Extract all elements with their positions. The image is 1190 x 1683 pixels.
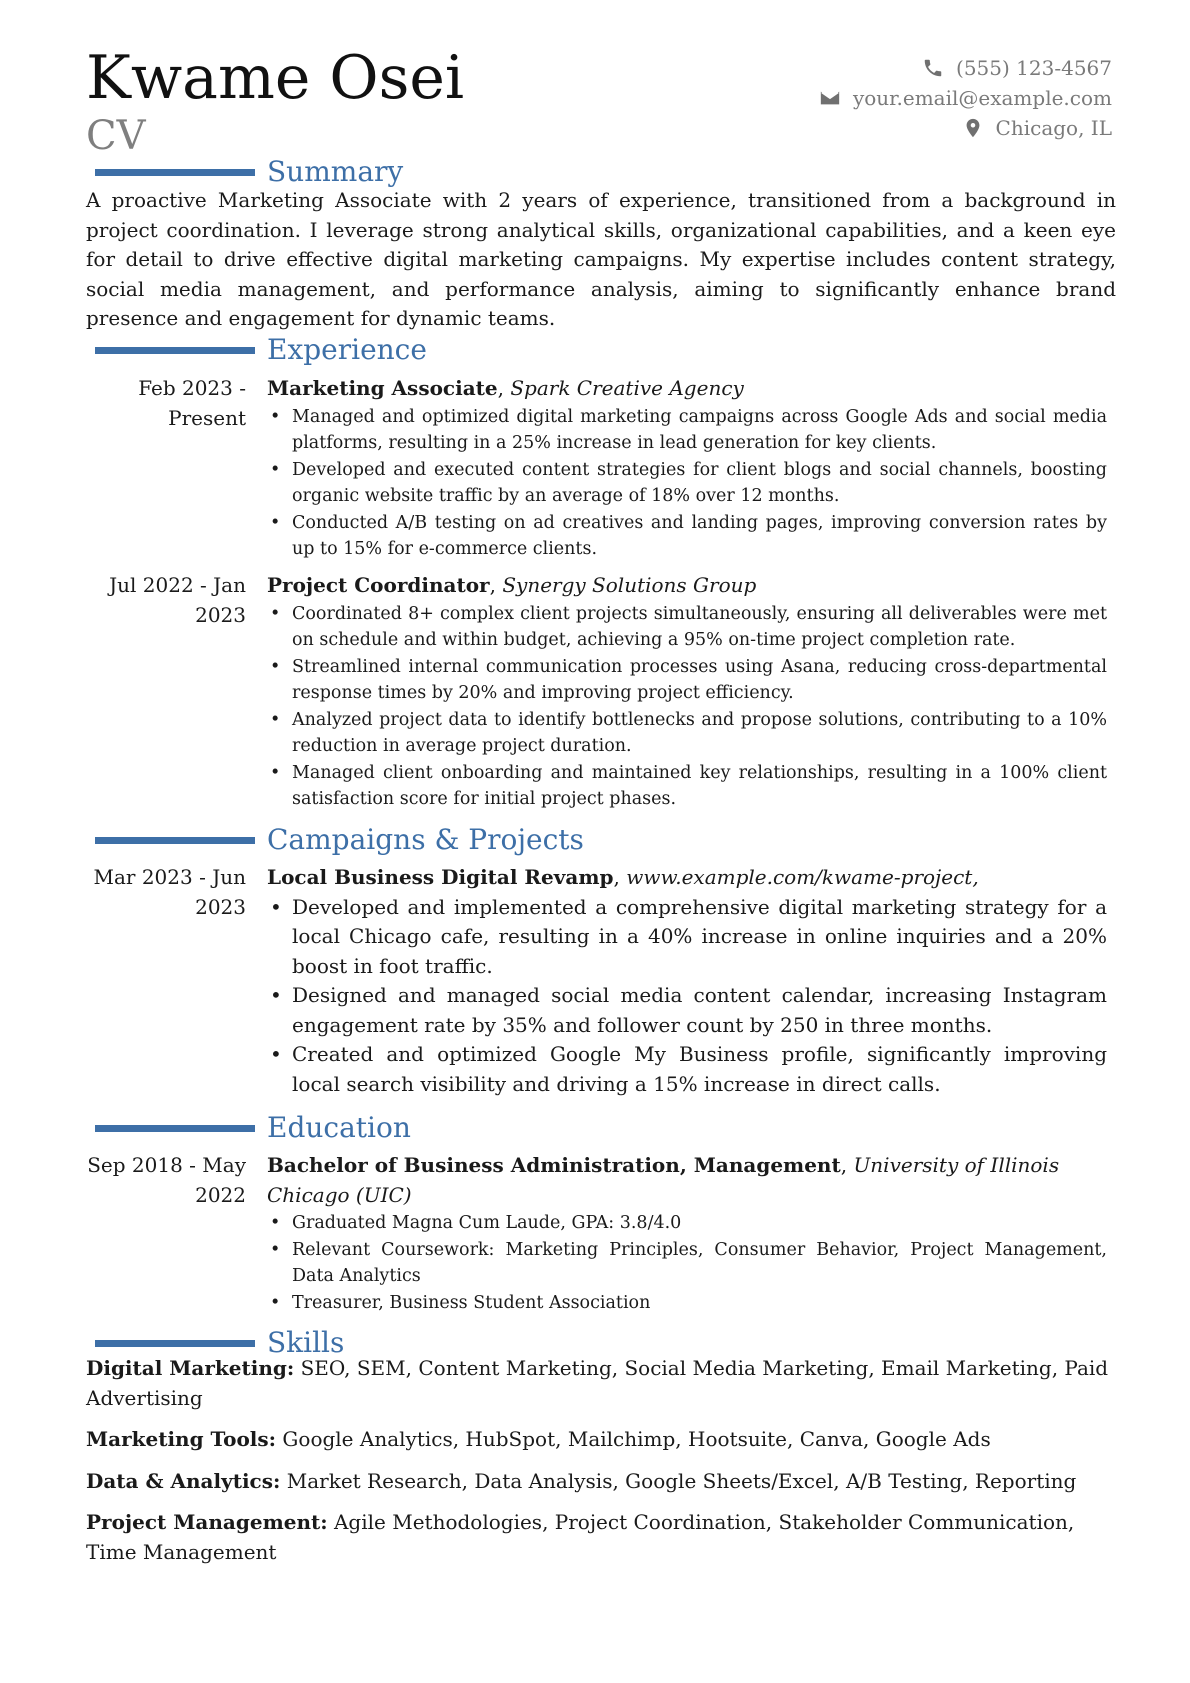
contact-block bbox=[819, 53, 1112, 143]
list-item: • Managed client onboarding and maintained key relationships, resulting in a 100% client satisfaction score for initial project phases. bbox=[267, 760, 1107, 813]
entry-date: Feb 2023 - Present bbox=[138, 376, 246, 430]
entry-bullets bbox=[267, 893, 1107, 1100]
entry-title: Marketing Associate, Spark Creative Agency bbox=[267, 376, 744, 400]
skill-value: Market Research, Data Analysis, Google Sheets/Excel, A/B Testing, Reporting bbox=[286, 1468, 1077, 1493]
entry-body bbox=[267, 374, 1107, 563]
envelope-icon bbox=[819, 87, 841, 109]
projects-section-head bbox=[0, 823, 1190, 857]
entry-title: Local Business Digital Revamp, www.example.com/kwame-project, bbox=[267, 865, 979, 889]
map-pin-icon bbox=[962, 117, 984, 139]
entry-bullets bbox=[267, 1210, 1107, 1316]
document-type: CV bbox=[86, 113, 146, 159]
entry-role: Project Coordinator bbox=[267, 573, 490, 597]
skill-value: Google Analytics, HubSpot, Mailchimp, Hootsuite, Canva, Google Ads bbox=[282, 1427, 991, 1451]
contact-email[interactable] bbox=[819, 83, 1112, 113]
section-title-projects: Campaigns & Projects bbox=[267, 823, 584, 856]
email-text: your.email@example.com bbox=[852, 86, 1112, 110]
skill-label: Marketing Tools: bbox=[86, 1427, 277, 1451]
entry-org: Spark Creative Agency bbox=[510, 376, 744, 400]
skill-value: Agile Methodologies, Project Coordination, Stakeholder Communication, Time Management bbox=[86, 1510, 1075, 1564]
skill-label: Digital Marketing: bbox=[86, 1356, 295, 1380]
entry-body bbox=[267, 571, 1107, 813]
contact-phone[interactable] bbox=[819, 53, 1112, 83]
entry-role: Bachelor of Business Administration, Management bbox=[267, 1153, 841, 1177]
entry-org: University of Illinois Chicago (UIC) bbox=[267, 1153, 1060, 1207]
section-title-experience: Experience bbox=[267, 333, 427, 366]
list-item: • Analyzed project data to identify bottlenecks and propose solutions, contributing to a 10% reduction in average project duration. bbox=[267, 707, 1107, 760]
phone-text: (555) 123-4567 bbox=[956, 56, 1112, 80]
location-text: Chicago, IL bbox=[995, 116, 1112, 140]
skill-line bbox=[86, 1508, 1116, 1567]
skills-list bbox=[86, 1354, 1116, 1579]
skill-label: Data & Analytics: bbox=[86, 1468, 281, 1493]
entry-title: Bachelor of Business Administration, Management, University of Illinois Chicago (UIC) bbox=[267, 1153, 1060, 1207]
skill-line bbox=[86, 1467, 1116, 1497]
list-item: • Created and optimized Google My Business profile, significantly improving local search visibility and driving a 15% increase in direct calls. bbox=[267, 1040, 1107, 1099]
entry-role: Local Business Digital Revamp bbox=[267, 865, 614, 889]
entry-body bbox=[267, 863, 1107, 1099]
phone-icon bbox=[922, 57, 944, 79]
education-section-head bbox=[0, 1111, 1190, 1145]
skill-value: SEO, SEM, Content Marketing, Social Media Marketing, Email Marketing, Paid Advertising bbox=[86, 1356, 1109, 1410]
summary-section-head bbox=[0, 155, 1190, 189]
list-item: • Conducted A/B testing on ad creatives and landing pages, improving conversion rates by up to 15% for e-commerce clients. bbox=[267, 510, 1107, 563]
contact-location bbox=[819, 113, 1112, 143]
entry-body bbox=[267, 1151, 1107, 1316]
entry-date: Jul 2022 - Jan 2023 bbox=[109, 573, 246, 627]
section-bar bbox=[95, 169, 255, 176]
list-item: • Treasurer, Business Student Association bbox=[267, 1290, 1107, 1317]
list-item: • Developed and executed content strategies for client blogs and social channels, boosting organic website traffic by an average of 18% over 12 months. bbox=[267, 457, 1107, 510]
section-title-education: Education bbox=[267, 1111, 411, 1144]
entry-date: Sep 2018 - May 2022 bbox=[87, 1153, 246, 1207]
list-item: • Designed and managed social media content calendar, increasing Instagram engagement rate by 35% and follower count by 250 in three months. bbox=[267, 981, 1107, 1040]
entry-role: Marketing Associate bbox=[267, 376, 498, 400]
skill-line bbox=[86, 1354, 1116, 1413]
list-item: • Relevant Coursework: Marketing Principles, Consumer Behavior, Project Management, Data Analytics bbox=[267, 1237, 1107, 1290]
section-title-summary: Summary bbox=[267, 155, 404, 188]
person-name: Kwame Osei bbox=[86, 43, 465, 113]
experience-section-head bbox=[0, 333, 1190, 367]
section-title-skills: Skills bbox=[267, 1326, 345, 1359]
skill-line bbox=[86, 1425, 1116, 1455]
list-item: • Coordinated 8+ complex client projects simultaneously, ensuring all deliverables were met on schedule and within budget, achieving a 95% on-time project completion rate. bbox=[267, 601, 1107, 654]
entry-bullets bbox=[267, 601, 1107, 813]
section-bar bbox=[95, 1340, 255, 1347]
entry-org: Synergy Solutions Group bbox=[502, 573, 757, 597]
project-link[interactable]: www.example.com/kwame-project, bbox=[626, 865, 979, 889]
list-item: • Developed and implemented a comprehensive digital marketing strategy for a local Chicago cafe, resulting in a 40% increase in online inquiries and a 20% boost in foot traffic. bbox=[267, 893, 1107, 982]
section-bar bbox=[95, 347, 255, 354]
list-item: • Graduated Magna Cum Laude, GPA: 3.8/4.0 bbox=[267, 1210, 1107, 1237]
summary-text: A proactive Marketing Associate with 2 years of experience, transitioned from a background in project coordination. I leverage strong analytical skills, organizational capabilities, and a keen eye for detail to drive effective digital marketing campaigns. My expertise includes content strategy, social media management, and performance analysis, aiming to significantly enhance brand presence and engagement for dynamic teams. bbox=[86, 188, 1116, 330]
list-item: • Managed and optimized digital marketing campaigns across Google Ads and social media platforms, resulting in a 25% increase in lead generation for key clients. bbox=[267, 404, 1107, 457]
entry-date: Mar 2023 - Jun 2023 bbox=[93, 865, 246, 919]
list-item: • Streamlined internal communication processes using Asana, reducing cross-departmental response times by 20% and improving project efficiency. bbox=[267, 654, 1107, 707]
skill-label: Project Management: bbox=[86, 1510, 328, 1534]
entry-title: Project Coordinator, Synergy Solutions Group bbox=[267, 573, 757, 597]
section-bar bbox=[95, 837, 255, 844]
entry-bullets bbox=[267, 404, 1107, 563]
section-bar bbox=[95, 1125, 255, 1132]
